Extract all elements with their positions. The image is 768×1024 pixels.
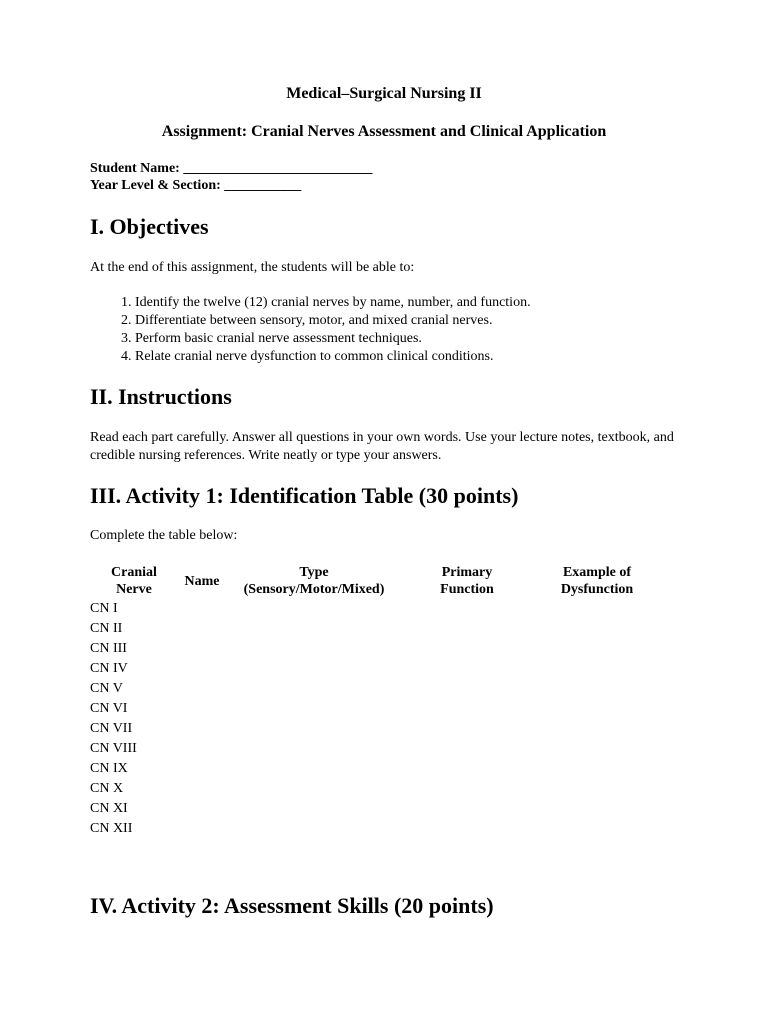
table-row <box>88 659 664 679</box>
table-row <box>88 639 664 659</box>
answer-cell <box>404 779 530 799</box>
student-info-fields <box>90 160 372 194</box>
student-name-field: Student Name: ___________________________ <box>90 161 373 176</box>
year-level-section-field: Year Level & Section: ___________ <box>90 178 302 193</box>
cranial-nerve-cell: CN VI <box>90 701 128 716</box>
list-item: 3. Perform basic cranial nerve assessment techniques. <box>135 330 531 348</box>
answer-cell <box>404 739 530 759</box>
answer-cell <box>224 639 404 659</box>
answer-cell <box>404 799 530 819</box>
answer-cell <box>404 679 530 699</box>
answer-cell <box>530 599 664 619</box>
objectives-heading: I. Objectives <box>90 214 209 239</box>
answer-cell <box>530 639 664 659</box>
header-cranial-nerve: Cranial Nerve <box>111 565 157 597</box>
answer-cell <box>530 699 664 719</box>
answer-cell <box>530 719 664 739</box>
cranial-nerve-cell: CN IV <box>90 661 128 676</box>
answer-cell <box>180 639 224 659</box>
answer-cell <box>224 679 404 699</box>
identification-table <box>88 563 664 839</box>
objectives-list <box>90 294 531 366</box>
answer-cell <box>224 799 404 819</box>
cranial-nerve-cell: CN VII <box>90 721 133 736</box>
answer-cell <box>530 619 664 639</box>
table-row <box>88 779 664 799</box>
course-title: Medical–Surgical Nursing II <box>286 85 482 102</box>
table-row <box>88 619 664 639</box>
cranial-nerve-cell: CN IX <box>90 761 128 776</box>
answer-cell <box>404 819 530 839</box>
cranial-nerve-cell: CN V <box>90 681 123 696</box>
answer-cell <box>530 679 664 699</box>
answer-cell <box>224 659 404 679</box>
answer-cell <box>180 719 224 739</box>
cranial-nerve-cell: CN I <box>90 601 118 616</box>
header-primary-function: Primary Function <box>440 565 494 597</box>
answer-cell <box>530 739 664 759</box>
table-row <box>88 719 664 739</box>
table-row <box>88 739 664 759</box>
objectives-intro: At the end of this assignment, the students will be able to: <box>90 260 415 275</box>
answer-cell <box>180 699 224 719</box>
answer-cell <box>530 779 664 799</box>
answer-cell <box>180 799 224 819</box>
answer-cell <box>180 599 224 619</box>
answer-cell <box>180 779 224 799</box>
instructions-heading: II. Instructions <box>90 384 232 409</box>
activity2-heading: IV. Activity 2: Assessment Skills (20 points) <box>90 893 494 918</box>
list-item: 2. Differentiate between sensory, motor, and mixed cranial nerves. <box>135 312 531 330</box>
answer-cell <box>404 659 530 679</box>
answer-cell <box>180 619 224 639</box>
header-name: Name <box>184 573 220 589</box>
answer-cell <box>530 819 664 839</box>
cranial-nerve-cell: CN III <box>90 641 127 656</box>
list-item: 1. Identify the twelve (12) cranial nerves by name, number, and function. <box>135 294 531 312</box>
answer-cell <box>224 739 404 759</box>
table-row <box>88 599 664 619</box>
table-row <box>88 799 664 819</box>
cranial-nerve-cell: CN XII <box>90 821 133 836</box>
answer-cell <box>224 599 404 619</box>
answer-cell <box>404 619 530 639</box>
table-row <box>88 699 664 719</box>
cranial-nerve-cell: CN XI <box>90 801 128 816</box>
answer-cell <box>404 599 530 619</box>
answer-cell <box>404 759 530 779</box>
table-row <box>88 679 664 699</box>
answer-cell <box>224 699 404 719</box>
header-example-dysfunction: Example of Dysfunction <box>560 565 634 597</box>
answer-cell <box>530 659 664 679</box>
answer-cell <box>180 679 224 699</box>
answer-cell <box>404 699 530 719</box>
answer-cell <box>530 799 664 819</box>
table-header-row <box>88 563 664 599</box>
answer-cell <box>530 759 664 779</box>
answer-cell <box>404 639 530 659</box>
cranial-nerve-cell: CN II <box>90 621 123 636</box>
answer-cell <box>180 819 224 839</box>
instructions-text: Read each part carefully. Answer all questions in your own words. Use your lecture notes, textbook, and credible nursing references. Write neatly or type your answers. <box>90 430 674 463</box>
answer-cell <box>180 659 224 679</box>
cranial-nerve-cell: CN X <box>90 781 124 796</box>
list-item: 4. Relate cranial nerve dysfunction to common clinical conditions. <box>135 348 531 366</box>
assignment-title: Assignment: Cranial Nerves Assessment and Clinical Application <box>161 123 607 140</box>
answer-cell <box>224 819 404 839</box>
header-type: Type (Sensory/Motor/Mixed) <box>243 565 385 597</box>
answer-cell <box>180 739 224 759</box>
cranial-nerve-cell: CN VIII <box>90 741 137 756</box>
activity1-heading: III. Activity 1: Identification Table (30 points) <box>90 483 519 508</box>
answer-cell <box>404 719 530 739</box>
table-row <box>88 759 664 779</box>
answer-cell <box>224 779 404 799</box>
table-row <box>88 819 664 839</box>
answer-cell <box>224 619 404 639</box>
activity1-intro: Complete the table below: <box>90 528 238 543</box>
answer-cell <box>224 759 404 779</box>
answer-cell <box>224 719 404 739</box>
answer-cell <box>180 759 224 779</box>
